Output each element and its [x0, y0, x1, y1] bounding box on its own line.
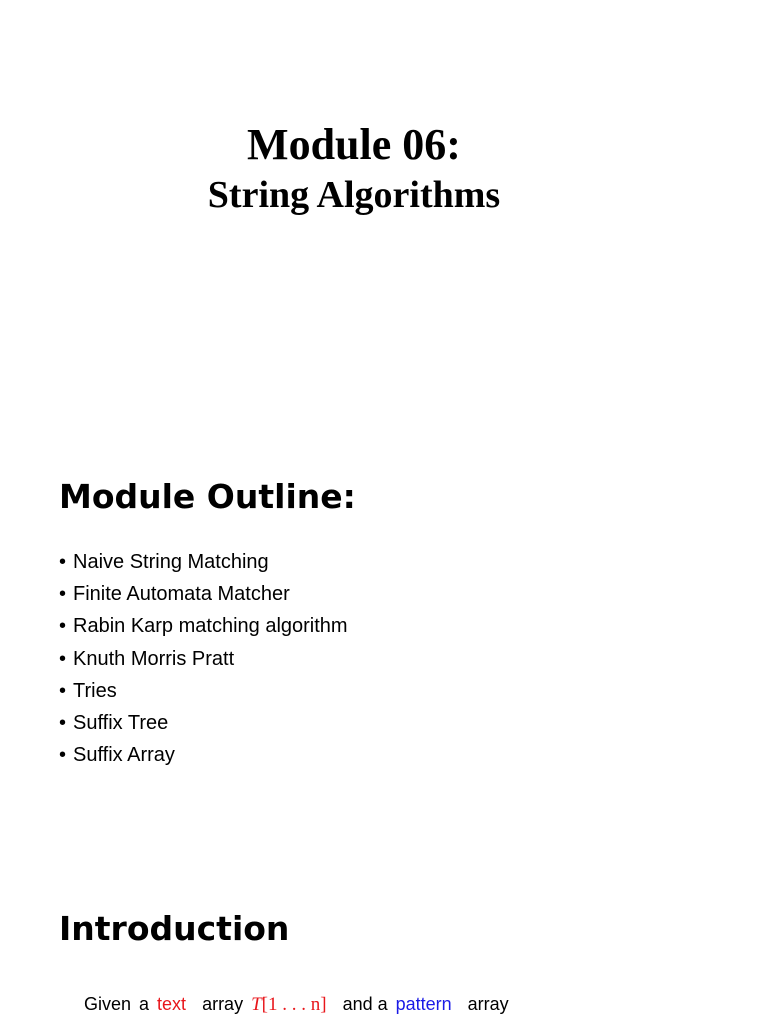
outline-item-label: Naive String Matching [73, 551, 269, 573]
bullet-icon: • [59, 647, 67, 670]
outline-item [59, 643, 348, 675]
bullet-icon: • [59, 583, 67, 606]
title-block [0, 118, 708, 218]
outline-heading: Module Outline: [59, 477, 356, 516]
introduction-text [84, 990, 724, 1019]
outline-list [59, 546, 348, 771]
outline-item [59, 610, 348, 642]
intro-pattern-term: pattern [395, 994, 452, 1014]
bullet-icon: • [59, 744, 67, 767]
intro-word-array-2: array [467, 994, 509, 1014]
outline-item-label: Finite Automata Matcher [73, 583, 290, 606]
bullet-icon: • [59, 551, 67, 573]
outline-item [59, 707, 348, 739]
outline-item-label: Tries [73, 679, 117, 702]
intro-word-given: Given [84, 994, 132, 1014]
outline-item [59, 578, 348, 610]
intro-word-array: array [202, 994, 244, 1014]
outline-item-label: Rabin Karp matching algorithm [73, 615, 348, 638]
intro-text-array-notation [251, 994, 326, 1015]
outline-item [59, 739, 348, 771]
text-variable: T [251, 994, 262, 1015]
outline-item-label: Suffix Tree [73, 711, 169, 734]
outline-item [59, 675, 348, 707]
outline-item-label: Suffix Array [73, 744, 175, 767]
intro-text-term: text [157, 994, 187, 1014]
introduction-heading: Introduction [59, 909, 290, 948]
bullet-icon: • [59, 615, 67, 638]
intro-word-a: a [139, 994, 150, 1014]
module-number-title: Module 06: [247, 120, 461, 169]
outline-item-label: Knuth Morris Pratt [73, 647, 235, 670]
intro-word-and-a: and a [342, 994, 388, 1014]
module-topic-title: String Algorithms [207, 174, 501, 216]
bullet-icon: • [59, 711, 67, 734]
outline-item [59, 546, 348, 578]
bullet-icon: • [59, 679, 67, 702]
text-range: [1 . . . n] [261, 994, 327, 1015]
